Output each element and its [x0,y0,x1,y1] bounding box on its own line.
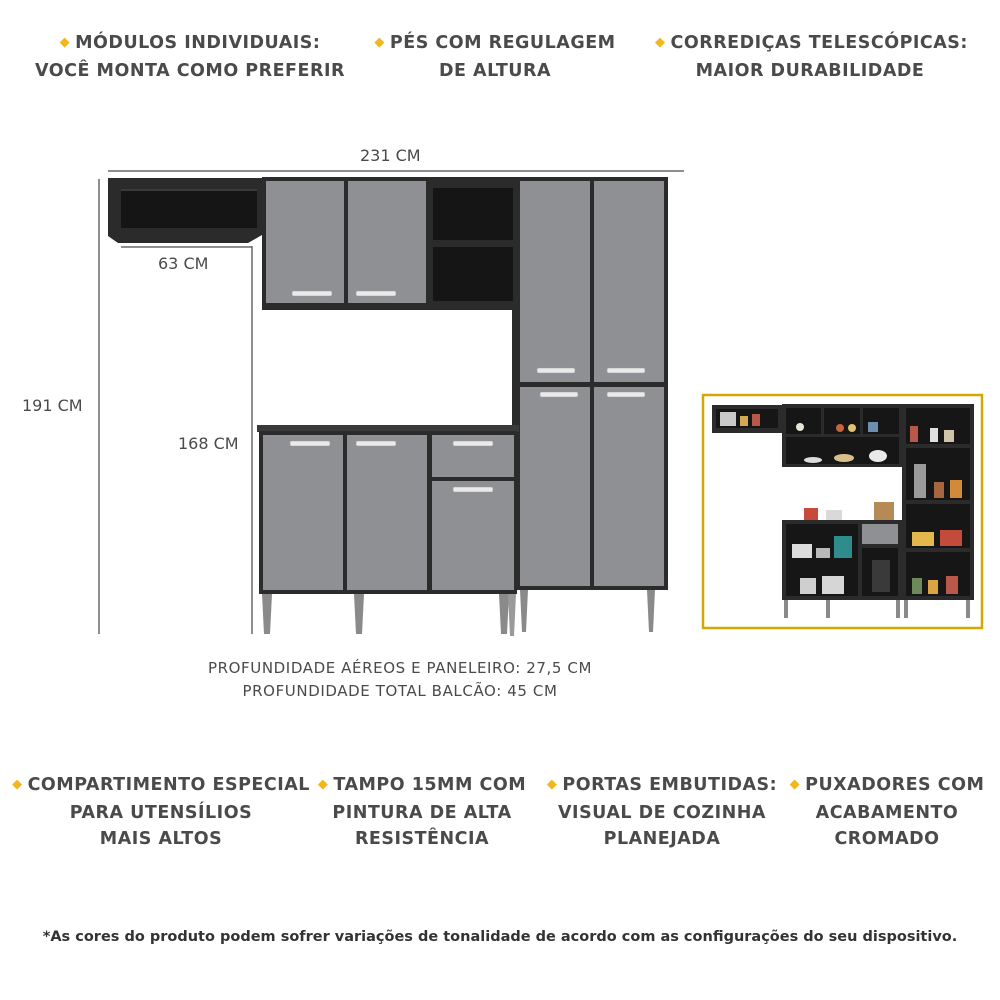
diamond-bullet-icon: ◆ [374,35,385,50]
diamond-bullet-icon: ◆ [655,35,666,50]
total-height-label: 191 CM [22,396,83,415]
upper-cabinet-module [262,177,430,310]
preview-thumbnail [703,395,982,628]
feature-portas: ◆ PORTAS EMBUTIDAS: VISUAL DE COZINHA PLANEJADA [546,775,778,849]
tall-cabinet-module [516,177,668,632]
base-cabinet-module [257,425,519,636]
diamond-bullet-icon: ◆ [317,777,329,792]
feature-pes: ◆ PÉS COM REGULAGEM DE ALTURA [374,33,616,81]
counter-height-label: 168 CM [178,434,239,453]
feature-tampo: ◆ TAMPO 15MM COM PINTURA DE ALTA RESISTÊNCIA [317,775,527,849]
feature-puxadores: ◆ PUXADORES COM ACABAMENTO CROMADO [789,775,985,849]
diamond-bullet-icon: ◆ [789,777,801,792]
diamond-bullet-icon: ◆ [12,777,23,792]
diamond-bullet-icon: ◆ [59,35,71,50]
feature-corredicas: ◆ CORREDIÇAS TELESCÓPICAS: MAIOR DURABILIDADE [655,33,968,81]
open-shelf-module [108,178,262,243]
diamond-bullet-icon: ◆ [546,777,558,792]
upper-niche-module [428,177,518,310]
feature-modulos: ◆ MÓDULOS INDIVIDUAIS: VOCÊ MONTA COMO PREFERIR [35,33,345,81]
feature-compartimento: ◆ COMPARTIMENTO ESPECIAL PARA UTENSÍLIOS MAIS ALTOS [12,775,310,849]
depth-balcao: PROFUNDIDADE TOTAL BALCÃO: 45 CM [242,682,558,700]
depth-aereos: PROFUNDIDADE AÉREOS E PANELEIRO: 27,5 CM [207,659,593,677]
total-width-label: 231 CM [360,146,421,165]
color-disclaimer: *As cores do produto podem sofrer variações de tonalidade de acordo com as configurações do seu dispositivo. [42,929,958,945]
shelf-width-label: 63 CM [158,254,209,273]
